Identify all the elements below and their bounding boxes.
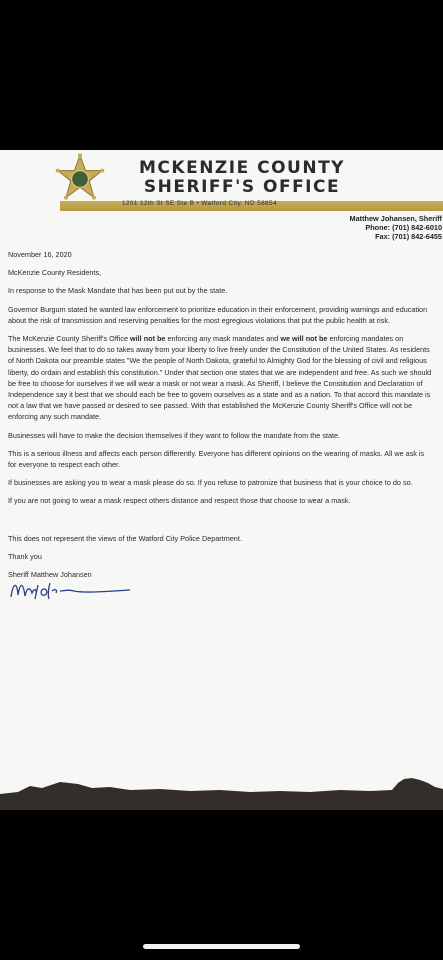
office-name-line2: SHERIFF'S OFFICE <box>143 177 341 197</box>
address-bar <box>60 201 443 211</box>
home-indicator-bar[interactable] <box>143 944 300 949</box>
paragraph-3-part-c: enforcing any mask mandates and <box>165 334 281 344</box>
sheriff-name: Matthew Johansen, Sheriff <box>349 214 442 223</box>
letter-date: November 16, 2020 <box>8 250 72 259</box>
paragraph-4: Businesses will have to make the decision themselves if they want to follow the mandate from the state. <box>8 430 341 440</box>
paragraph-3-emphasis-2: we will not be <box>280 334 328 344</box>
letter-closing: Thank you <box>8 551 42 561</box>
paragraph-3-part-e: enforcing mandates on businesses. We feel that to do so takes away from your liberty to live freely under the Constitution of the United States. As residents of North Dakota our preamble states "We the people of North Dakota, grateful to Almighty God for the blessing of civil and religious liberty, do ordain and establish this constitution." Under that section one states that we are independent and free. As such we should be free to choose for ourselves if we will wear a mask or not wear a mask. As Sheriff, I believe the Constitution and Declaration of Independence say it best that we should each be free to govern ourselves as a state and as a nation. To that accord this mandate is not a law that we have passed or desired to see passed. With that established the McKenzie County Sheriff's Office will not be enforcing any such mandate. <box>8 334 432 422</box>
fax-number: Fax: (701) 842-6455 <box>375 232 442 241</box>
paragraph-7: If you are not going to wear a mask respect others distance and respect those that choose to wear a mask. <box>8 496 351 506</box>
paragraph-8: This does not represent the views of the Watford City Police Department. <box>8 533 242 543</box>
contact-block <box>350 214 442 241</box>
handwritten-signature <box>8 577 138 603</box>
letter-body <box>8 249 434 603</box>
paragraph-5: This is a serious illness and affects each person differently. Everyone has different opinions on the wearing of masks. All we ask is for everyone to respect each other. <box>8 448 425 470</box>
address-text: 1201 12th St SE Ste B • Watford City, ND 58854 <box>122 200 277 207</box>
letter-page <box>0 150 443 810</box>
letter-salutation: McKenzie County Residents, <box>8 268 102 278</box>
paragraph-6: If businesses are asking you to wear a mask please do so. If you refuse to patronize that business that is your choice to do so. <box>8 478 413 488</box>
phone-number: Phone: (701) 842-6010 <box>365 223 442 232</box>
paragraph-2: Governor Burgum stated he wanted law enforcement to prioritize education in their enforcement, providing warnings and education about the risk of transmission and reserving penalties for the most egregious violations that put the public health at risk. <box>8 304 428 325</box>
paragraph-3-emphasis-1: will not be <box>130 334 166 344</box>
paragraph-1: In response to the Mask Mandate that has been put out by the state. <box>8 286 228 296</box>
signer-name: Sheriff Matthew Johansen <box>8 570 92 580</box>
paragraph-3 <box>8 333 434 423</box>
sheriff-star-icon <box>52 153 108 205</box>
badlands-skyline-silhouette <box>0 770 443 810</box>
office-name <box>112 160 372 196</box>
paragraph-3-part-a: The McKenzie County Sheriff's Office <box>8 334 131 344</box>
office-name-line1: MCKENZIE COUNTY <box>139 158 345 178</box>
letterhead <box>0 150 443 241</box>
